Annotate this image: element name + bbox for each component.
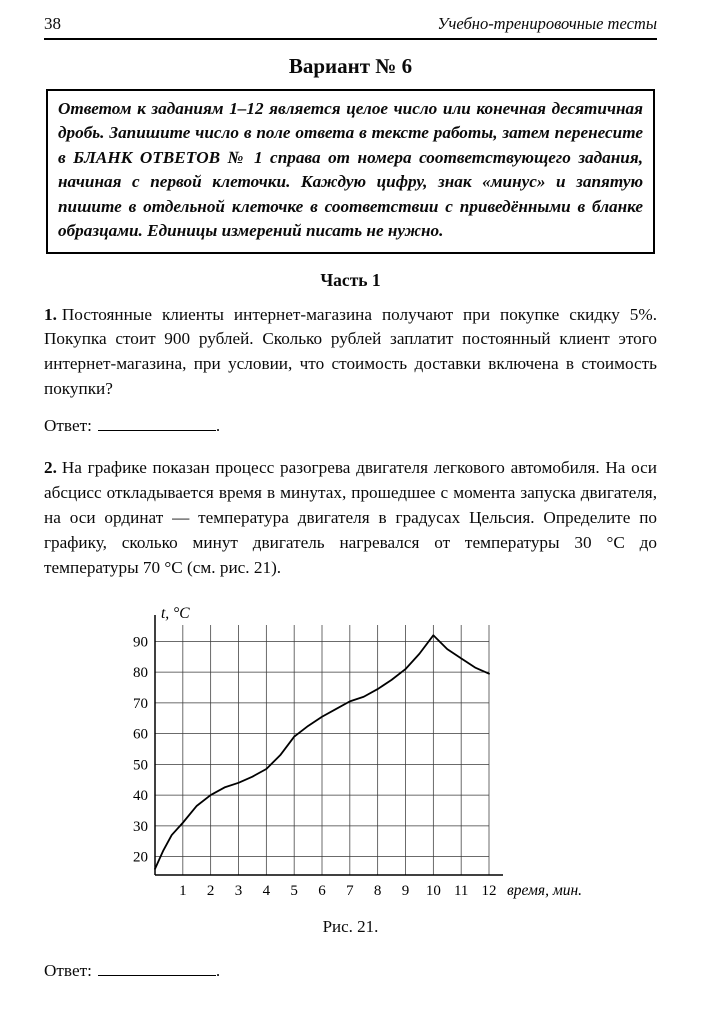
svg-text:5: 5 bbox=[289, 882, 298, 899]
page-number: 38 bbox=[44, 14, 61, 33]
running-title: Учебно-тренировочные тесты bbox=[437, 14, 657, 33]
answer-line-2 bbox=[44, 961, 657, 981]
svg-text:10: 10 bbox=[425, 882, 441, 899]
temperature-chart bbox=[101, 603, 601, 915]
svg-text:11: 11 bbox=[453, 882, 468, 899]
svg-text:70: 70 bbox=[132, 695, 148, 712]
answer-suffix-2: . bbox=[215, 960, 221, 980]
svg-text:8: 8 bbox=[373, 882, 381, 899]
svg-text:60: 60 bbox=[132, 726, 148, 743]
svg-text:90: 90 bbox=[132, 634, 148, 651]
svg-text:1: 1 bbox=[178, 882, 187, 899]
svg-text:30: 30 bbox=[132, 818, 148, 835]
instruction-box bbox=[46, 89, 655, 254]
answer-label-2: Ответ: bbox=[44, 960, 92, 980]
figure-21 bbox=[44, 603, 657, 937]
answer-label-1: Ответ: bbox=[44, 416, 92, 436]
svg-text:2: 2 bbox=[206, 882, 214, 899]
svg-text:время, мин.: время, мин. bbox=[506, 881, 582, 899]
svg-text:6: 6 bbox=[317, 882, 326, 899]
svg-text:12: 12 bbox=[481, 882, 496, 899]
problem-2-text: На графике показан процесс разогрева двигателя легкового автомобиля. На оси абсцисс откладывается время в минутах, прошедшее с момента запуска двигателя, на оси ординат — температура двигателя в градусах Цельсия. Определите по графику, сколько минут двигатель нагревался от температуры 30 °C до температуры 70 °C (см. рис. 21). bbox=[44, 458, 657, 578]
part-title: Часть 1 bbox=[320, 269, 381, 290]
page-header bbox=[44, 14, 657, 40]
svg-text:20: 20 bbox=[132, 849, 148, 866]
svg-text:40: 40 bbox=[132, 788, 148, 805]
svg-text:80: 80 bbox=[132, 665, 148, 682]
svg-text:4: 4 bbox=[262, 882, 270, 899]
problem-1-text: Постоянные клиенты интернет-магазина получают при покупке скидку 5%. Покупка стоит 900 рублей. Сколько рублей заплатит постоянный клиент этого интернет-магазина, при условии, что стоимость доставки включена в стоимость покупки? bbox=[44, 304, 657, 399]
svg-text:9: 9 bbox=[401, 882, 409, 899]
svg-text:7: 7 bbox=[345, 882, 354, 899]
svg-text:50: 50 bbox=[132, 757, 148, 774]
variant-title: Вариант № 6 bbox=[288, 54, 413, 78]
problem-1-number: 1. bbox=[44, 304, 57, 324]
answer-suffix-1: . bbox=[215, 416, 221, 436]
svg-text:3: 3 bbox=[234, 882, 242, 899]
problem-2 bbox=[44, 456, 657, 581]
answer-blank-2 bbox=[98, 961, 216, 976]
answer-blank-1 bbox=[98, 416, 216, 431]
figure-caption: Рис. 21. bbox=[322, 916, 379, 936]
svg-text:t, °C: t, °C bbox=[160, 604, 190, 622]
problem-1 bbox=[44, 303, 657, 403]
answer-line-1 bbox=[44, 416, 657, 436]
instruction-text: Ответом к заданиям 1–12 является целое число или конечная десятичная дробь. Запишите число в поле ответа в тексте работы, затем перенесите в БЛАНК ОТВЕТОВ № 1 справа от номера соответствующего задания, начиная с первой клеточки. Каждую цифру, знак «минус» и запятую пишите в отдельной клеточке в соответствии с приведёнными в бланке образцами. Единицы измерений писать не нужно. bbox=[58, 99, 643, 241]
problem-2-number: 2. bbox=[44, 458, 57, 478]
